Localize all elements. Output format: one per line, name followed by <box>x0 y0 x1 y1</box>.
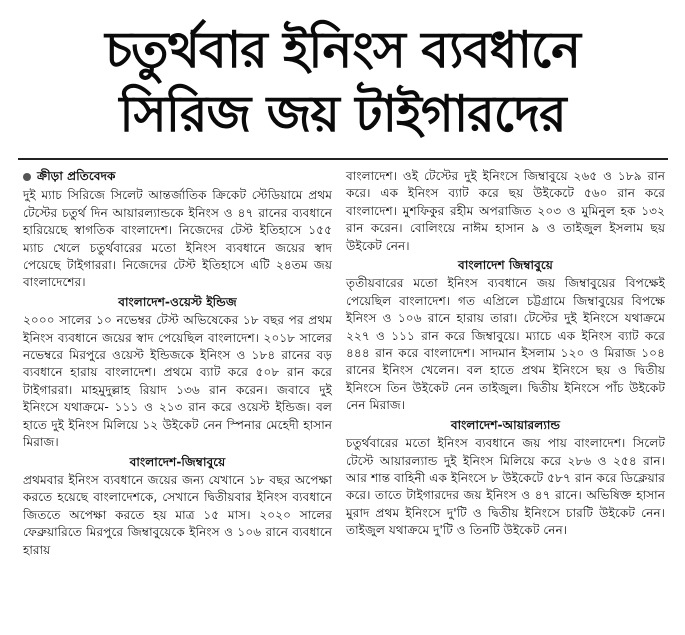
headline <box>0 18 685 146</box>
subheading-bd-wi: বাংলাদেশ-ওয়েস্ট ইন্ডিজ <box>118 294 237 309</box>
article-column-right <box>346 168 665 540</box>
article-column-left <box>23 168 332 559</box>
bullet-icon <box>23 173 31 181</box>
subheading-bd-ire: বাংলাদেশ-আয়ারল্যান্ড <box>450 417 561 432</box>
paragraph-bd-zim-2: তৃতীয়বারের মতো ইনিংস ব্যবধানে জয় জিম্বাবুয়ের বিপক্ষেই পেয়েছিল বাংলাদেশ। গত এপ্রিলে চট্টগ্রামে জিম্বাবুয়ের বিপক্ষে ইনিংস ও ১০৬ রানে হারায় তারা। টেস্টের দুই ইনিংসে যথাক্রমে ২২৭ ও ১১১ রান করে জিম্বাবুয়ে। ম্যাচে এক ইনিংস ব্যাট করে ৪৪৪ রান করে বাংলাদেশ। সাদমান ইসলাম ১২০ ও মিরাজ ১০৪ রানের ইনিংস খেলেন। বল হাতে প্রথম ইনিংসে ছয় ও দ্বিতীয় ইনিংসে তিন উইকেট নেন তাইজুল। দ্বিতীয় ইনিংসে পাঁচ উইকেট নেন মিরাজ। <box>346 276 665 413</box>
byline <box>23 168 332 185</box>
paragraph-bd-wi: ২০০০ সালের ১০ নভেম্বর টেস্ট অভিষেকের ১৮ বছর পর প্রথম ইনিংস ব্যবধানে জয়ের স্বাদ পেয়েছিল বাংলাদেশ। ২০১৮ সালের নভেম্বরে মিরপুরে ওয়েস্ট ইন্ডিজকে ইনিংস ও ১৮৪ রানের বড় ব্যবধানে হারায় বাংলাদেশ। প্রথমে ব্যাট করে ৫০৮ রান করে টাইগাররা। মাহমুদুল্লাহ রিয়াদ ১৩৬ রান করেন। জবাবে দুই ইনিংসে যথাক্রমে- ১১১ ও ২১৩ রান করে ওয়েস্ট ইন্ডিজ। বল হাতে দুই ইনিংস মিলিয়ে ১২ উইকেট নেন স্পিনার মেহেদী হাসান মিরাজ। <box>23 313 332 450</box>
byline-text: ক্রীড়া প্রতিবেদক <box>37 169 116 183</box>
headline-line-2: সিরিজ জয় টাইগারদের <box>119 85 566 143</box>
divider <box>18 158 668 160</box>
headline-line-1: চতুর্থবার ইনিংস ব্যবধানে <box>105 21 580 79</box>
paragraph-bd-zim-1: প্রথমবার ইনিংস ব্যবধানে জয়ের জন্য যেখানে ১৮ বছর অপেক্ষা করতে হয়েছে বাংলাদেশকে, সেখানে দ্বিতীয়বার ইনিংস ব্যবধানে জিততে অপেক্ষা করতে হয় মাত্র ১৫ মাস। ২০২০ সালের ফেব্রুয়ারিতে মিরপুরে জিম্বাবুয়েকে ইনিংস ও ১০৬ রানে ব্যবধানে হারায় <box>23 472 332 557</box>
paragraph-bd-ire: চতুর্থবারের মতো ইনিংস ব্যবধানে জয় পায় বাংলাদেশ। সিলেট টেস্টে আয়ারল্যান্ড দুই ইনিংস মিলিয়ে করে ২৮৬ ও ২৫৪ রান। আর শান্ত বাহিনী এক ইনিংসে ৮ উইকেটে ৫৮৭ রান করে ডিক্লেয়ার করে। তাতে টাইগারদের জয় ইনিংস ও ৪৭ রানে। অভিষিক্ত হাসান মুরাদ প্রথম ইনিংসে দু'টি ও দ্বিতীয় ইনিংসে চারটি উইকেট নেন। তাইজুল যথাক্রমে দু'টি ও তিনটি উইকেট নেন। <box>346 436 665 538</box>
paragraph-continued: বাংলাদেশ। ওই টেস্টের দুই ইনিংসে জিম্বাবুয়ে ২৬৫ ও ১৮৯ রান করে। এক ইনিংস ব্যাট করে ছয় উইকেটে ৫৬০ রান করে বাংলাদেশ। মুশফিকুর রহীম অপরাজিত ২০৩ ও মুমিনুল হক ১৩২ রান করেন। বোলিংয়ে নাঈম হাসান ৯ ও তাইজুল ইসলাম ছয় উইকেট নেন। <box>346 169 665 253</box>
intro-paragraph: দুই ম্যাচ সিরিজে সিলেট আন্তর্জাতিক ক্রিকেট স্টেডিয়ামে প্রথম টেস্টের চতুর্থ দিন আয়ারল্যান্ডকে ইনিংস ও ৪৭ রানের ব্যবধানে হারিয়েছে স্বাগতিক বাংলাদেশ। নিজেদের টেস্ট ইতিহাসে ১৫৫ ম্যাচ খেলে চতুর্থবারের মতো ইনিংস ব্যবধানে জয়ের স্বাদ পেয়েছে টাইগাররা। নিজেদের টেস্ট ইতিহাসে এটি ২৪তম জয় বাংলাদেশের। <box>23 188 332 290</box>
subheading-bd-zim-2: বাংলাদেশ জিম্বাবুয়ে <box>458 258 553 273</box>
subheading-bd-zim-1: বাংলাদেশ-জিম্বাবুয়ে <box>129 454 226 469</box>
